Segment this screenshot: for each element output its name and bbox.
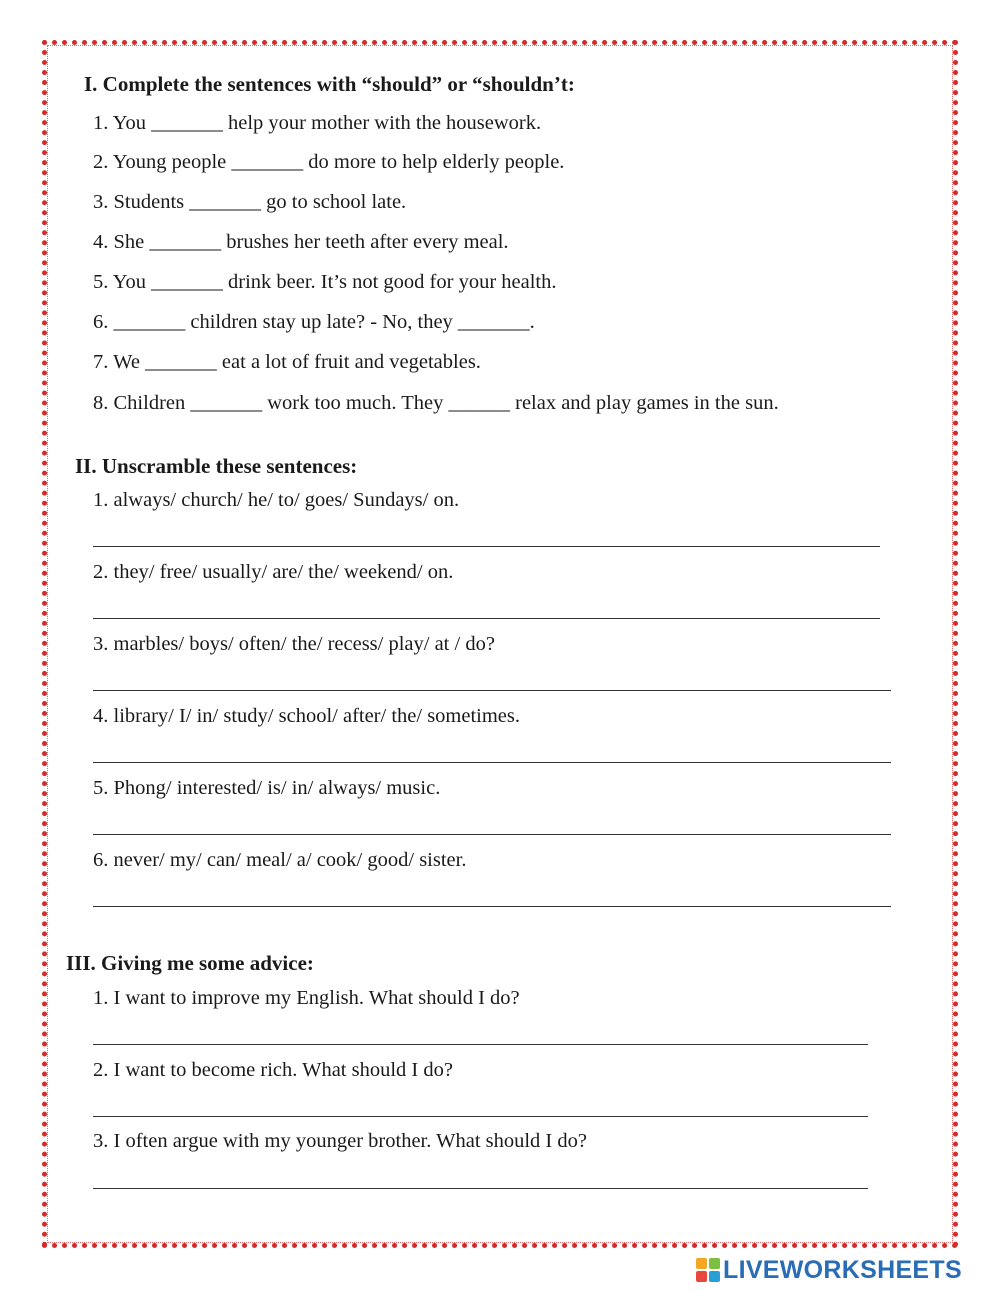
- answer-line[interactable]: [93, 690, 891, 691]
- answer-line[interactable]: [93, 546, 880, 547]
- section-2-item-1: 1. always/ church/ he/ to/ goes/ Sundays/ on.: [93, 489, 460, 511]
- section-1-item-2: 2. Young people _______ do more to help elderly people.: [93, 151, 565, 173]
- section-1-item-4: 4. She _______ brushes her teeth after every meal.: [93, 231, 509, 253]
- section-1-item-1: 1. You _______ help your mother with the housework.: [93, 112, 542, 134]
- section-1-item-3: 3. Students _______ go to school late.: [93, 191, 407, 213]
- section-2-item-3: 3. marbles/ boys/ often/ the/ recess/ play/ at / do?: [93, 633, 495, 655]
- answer-line[interactable]: [93, 906, 891, 907]
- section-1-item-8: 8. Children _______ work too much. They ______ relax and play games in the sun.: [93, 392, 779, 414]
- section-3-item-1: 1. I want to improve my English. What should I do?: [93, 987, 520, 1009]
- answer-line[interactable]: [93, 834, 891, 835]
- section-2-item-2: 2. they/ free/ usually/ are/ the/ weekend/ on.: [93, 561, 454, 583]
- section-3-item-3: 3. I often argue with my younger brother. What should I do?: [93, 1130, 587, 1152]
- logo-text: LIVEWORKSHEETS: [723, 1255, 962, 1284]
- section-2-title: II. Unscramble these sentences:: [75, 454, 358, 478]
- section-3-title: III. Giving me some advice:: [66, 951, 314, 975]
- section-1-title: I. Complete the sentences with “should” or “shouldn’t:: [84, 72, 575, 96]
- section-2-item-5: 5. Phong/ interested/ is/ in/ always/ music.: [93, 777, 441, 799]
- logo-blocks-icon: [696, 1258, 720, 1282]
- liveworksheets-logo: [696, 1256, 962, 1284]
- section-2-item-6: 6. never/ my/ can/ meal/ a/ cook/ good/ sister.: [93, 849, 467, 871]
- section-1-item-5: 5. You _______ drink beer. It’s not good for your health.: [93, 271, 557, 293]
- section-1-item-6: 6. _______ children stay up late? - No, they _______.: [93, 311, 535, 333]
- answer-line[interactable]: [93, 762, 891, 763]
- section-3-item-2: 2. I want to become rich. What should I do?: [93, 1059, 453, 1081]
- answer-line[interactable]: [93, 1116, 868, 1117]
- section-1-item-7: 7. We _______ eat a lot of fruit and vegetables.: [93, 351, 481, 373]
- answer-line[interactable]: [93, 618, 880, 619]
- answer-line[interactable]: [93, 1188, 868, 1189]
- answer-line[interactable]: [93, 1044, 868, 1045]
- section-2-item-4: 4. library/ I/ in/ study/ school/ after/ the/ sometimes.: [93, 705, 521, 727]
